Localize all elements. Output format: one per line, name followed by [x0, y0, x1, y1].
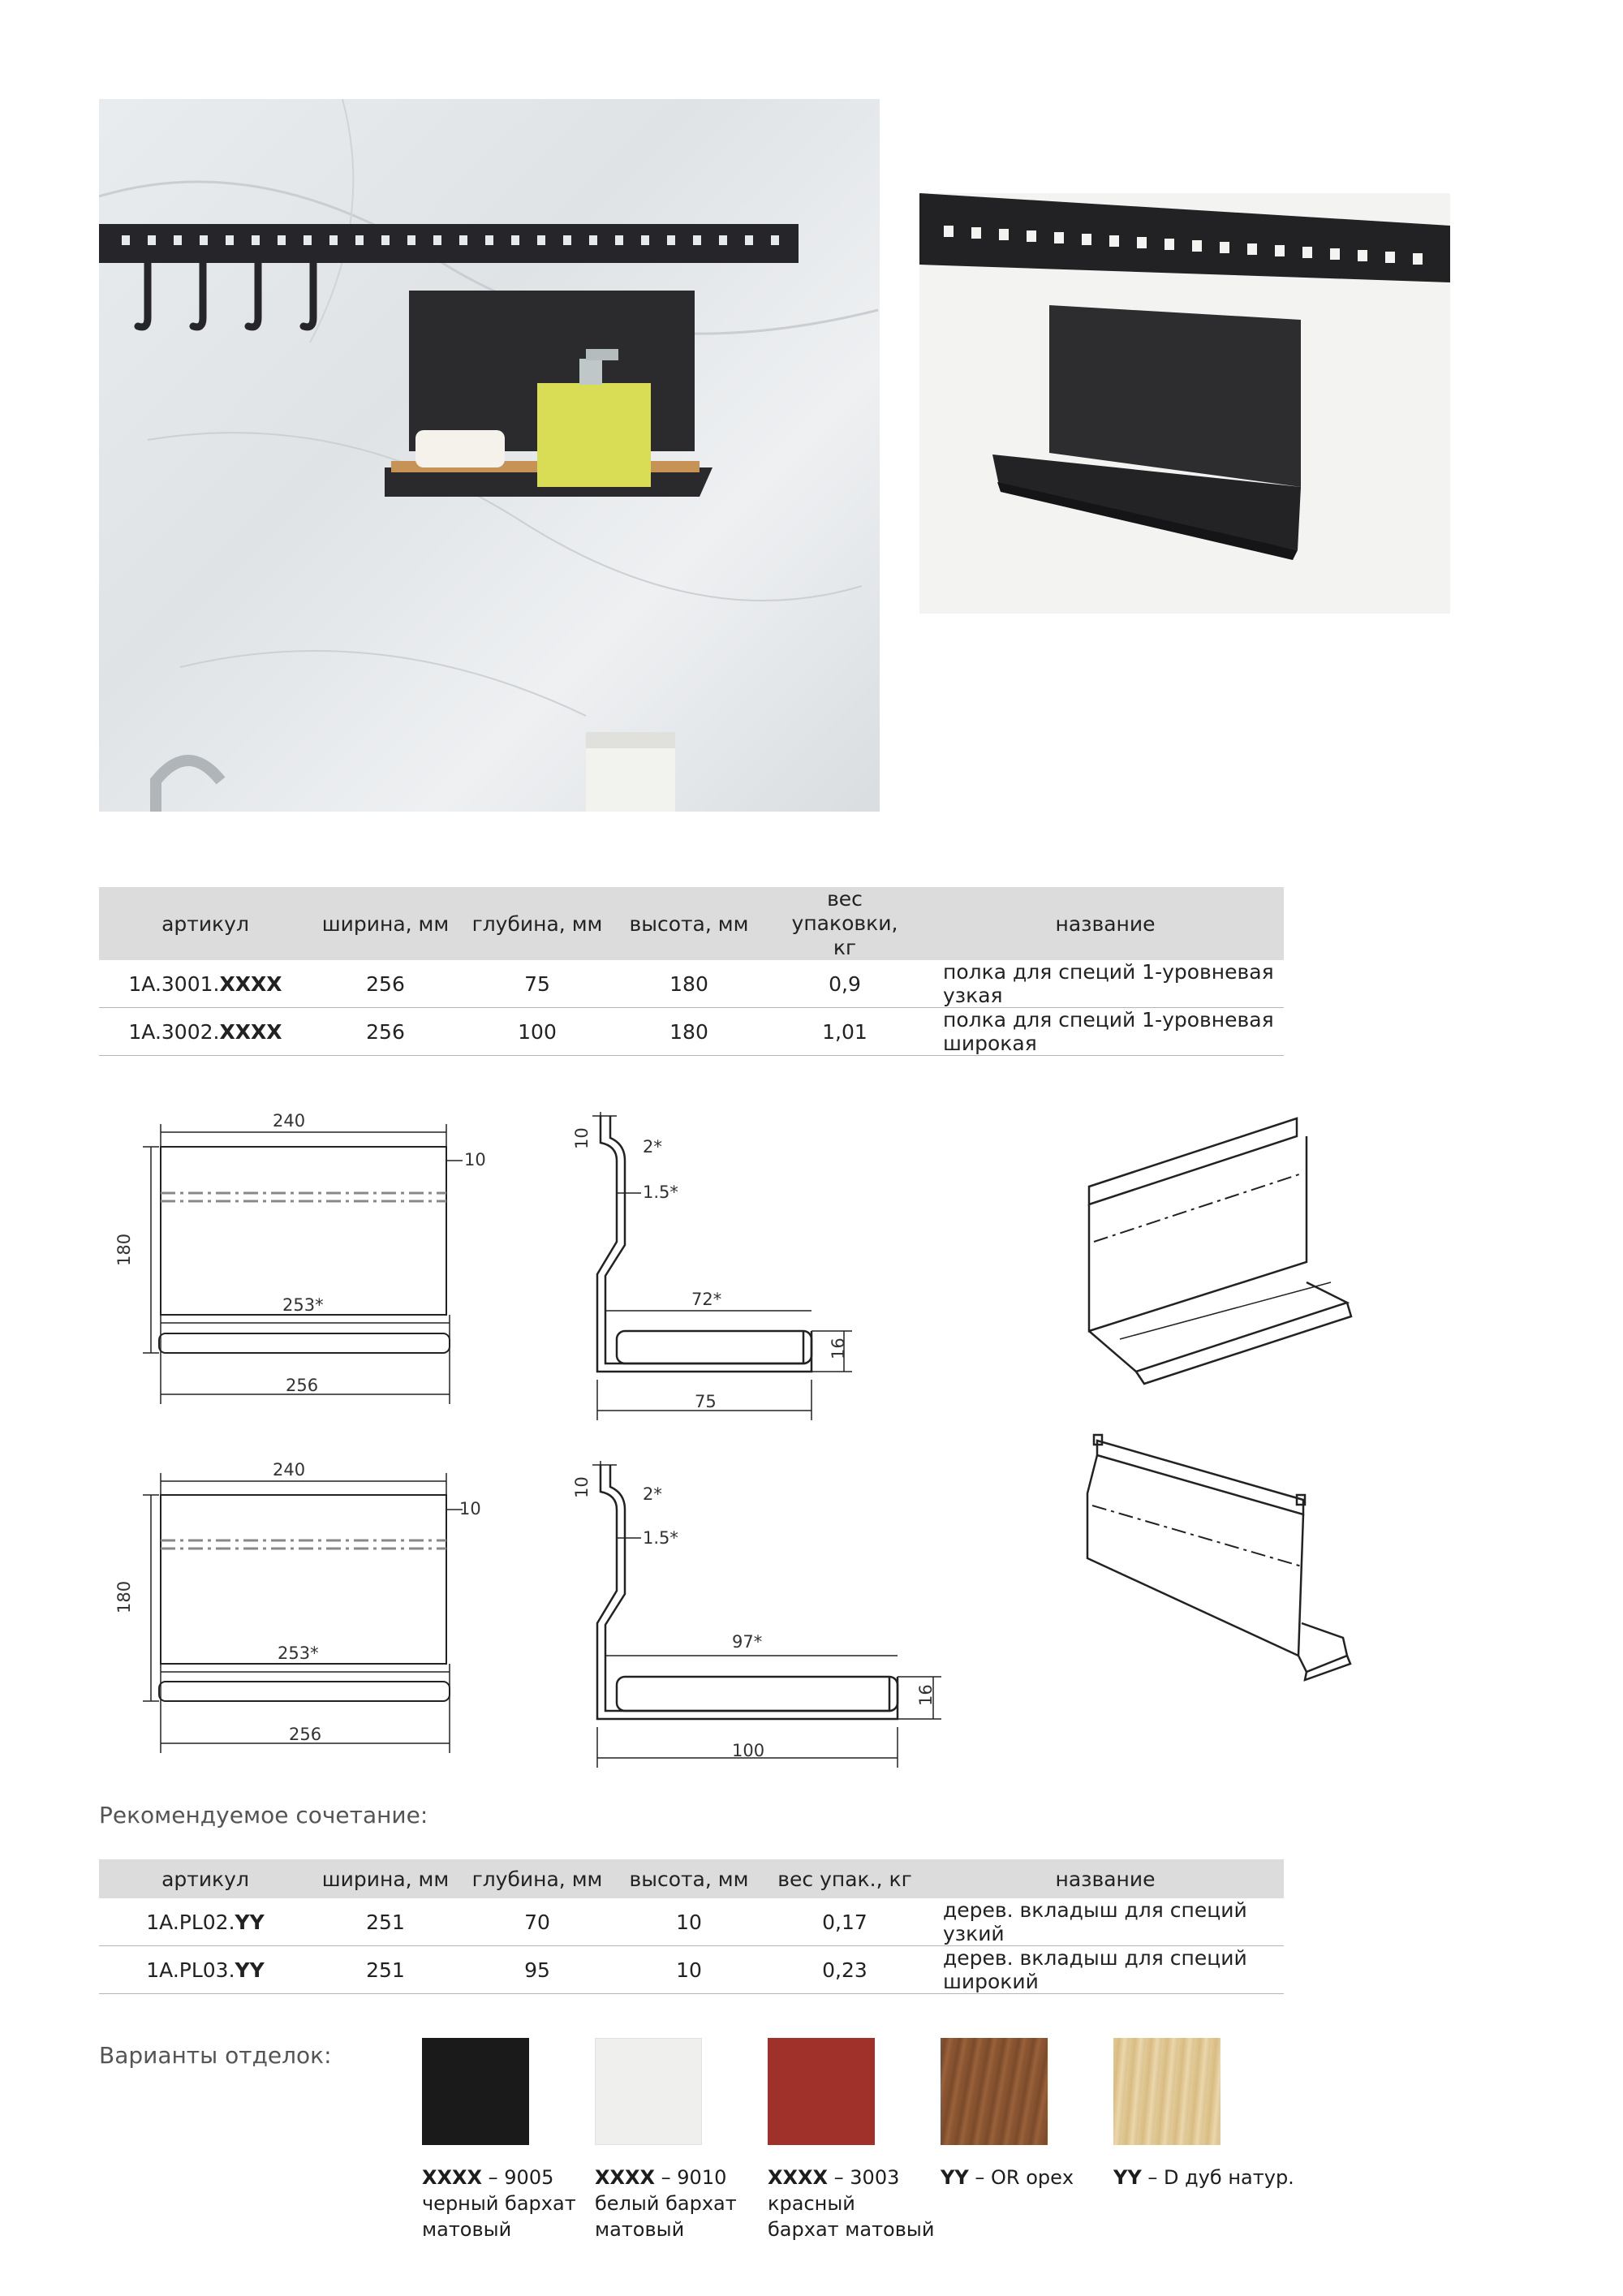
article-suffix: YY — [235, 1910, 265, 1934]
dim-side: 10 — [464, 1150, 486, 1170]
dim-inner: 253* — [278, 1643, 319, 1663]
article-suffix: XXXX — [219, 971, 282, 996]
depth-cell: 95 — [459, 1946, 615, 1994]
article-prefix: 1A.3001. — [128, 971, 220, 996]
col-header-article: артикул — [99, 887, 312, 960]
width-cell: 256 — [312, 1008, 459, 1056]
dim-lip: 16 — [829, 1338, 848, 1359]
finish-swatch-black — [422, 2038, 529, 2145]
article-prefix: 1A.PL02. — [146, 1910, 235, 1934]
dim-width-bottom: 256 — [289, 1725, 322, 1744]
col-header-depth: глубина, мм — [459, 1859, 615, 1898]
height-cell: 10 — [615, 1946, 763, 1994]
recommended-heading: Рекомендуемое сочетание: — [99, 1802, 428, 1829]
width-cell: 256 — [312, 960, 459, 1008]
finish-swatch-white — [595, 2038, 702, 2145]
name-cell: дерев. вкладыш для специй широкий — [927, 1946, 1284, 1994]
finish-label-red — [768, 2165, 934, 2242]
finish-code: XXXX — [422, 2166, 483, 2189]
col-header-name: название — [927, 887, 1284, 960]
dim-side: 10 — [459, 1499, 481, 1518]
finish-desc-line2: черный бархат — [422, 2192, 576, 2215]
dim-thickness-2: 1.5* — [643, 1528, 678, 1548]
col-header-name: название — [927, 1859, 1284, 1898]
finish-code-rest: – 9010 — [655, 2166, 727, 2189]
table-header-row — [99, 887, 1284, 960]
table-row — [99, 1008, 1284, 1056]
col-header-height: высота, мм — [615, 1859, 763, 1898]
table-row — [99, 960, 1284, 1008]
weight-cell: 1,01 — [763, 1008, 927, 1056]
col-header-height: высота, мм — [615, 887, 763, 960]
finish-code: YY — [941, 2166, 969, 2189]
article-cell — [99, 960, 312, 1008]
height-cell: 10 — [615, 1898, 763, 1946]
finish-swatch-oak — [1113, 2038, 1220, 2145]
article-cell — [99, 1946, 312, 1994]
front-view-narrow — [143, 1124, 463, 1404]
front-view-wide — [143, 1473, 463, 1753]
col-header-depth: глубина, мм — [459, 887, 615, 960]
finish-desc-line3: бархат матовый — [768, 2218, 935, 2241]
table-header-row — [99, 1859, 1284, 1898]
article-cell — [99, 1898, 312, 1946]
product-photo — [919, 193, 1450, 614]
dim-thickness-2: 1.5* — [643, 1182, 678, 1202]
height-cell: 180 — [615, 1008, 763, 1056]
technical-drawings — [0, 1079, 1623, 1777]
depth-cell: 75 — [459, 960, 615, 1008]
product-lifestyle-photo — [99, 99, 880, 812]
dim-width-top: 240 — [273, 1460, 306, 1480]
finish-swatch-walnut — [941, 2038, 1048, 2145]
finish-label-oak — [1113, 2165, 1294, 2190]
table-row — [99, 1898, 1284, 1946]
col-header-weight-text: вес упаковки, кг — [791, 887, 898, 959]
article-cell — [99, 1008, 312, 1056]
dim-depth-inner: 97* — [732, 1632, 763, 1652]
weight-cell: 0,9 — [763, 960, 927, 1008]
article-prefix: 1A.3002. — [128, 1019, 220, 1044]
isometric-view-wide — [1087, 1435, 1350, 1680]
finish-label-black — [422, 2165, 576, 2242]
lifestyle-photo-illustration — [99, 99, 880, 812]
finish-code-rest: – OR орех — [968, 2166, 1074, 2189]
dim-lip: 16 — [916, 1684, 936, 1706]
isometric-view-narrow — [1089, 1118, 1351, 1384]
dim-height: 180 — [114, 1580, 134, 1613]
finish-desc-line2: красный — [768, 2192, 855, 2215]
finish-code: YY — [1113, 2166, 1142, 2189]
name-cell: дерев. вкладыш для специй узкий — [927, 1898, 1284, 1946]
col-header-width: ширина, мм — [312, 887, 459, 960]
dim-depth-inner: 72* — [691, 1290, 722, 1309]
dim-thickness-1: 2* — [643, 1484, 662, 1504]
finish-code: XXXX — [768, 2166, 829, 2189]
weight-cell: 0,17 — [763, 1898, 927, 1946]
article-suffix: YY — [235, 1958, 265, 1982]
width-cell: 251 — [312, 1898, 459, 1946]
finish-swatch-red — [768, 2038, 875, 2145]
dim-depth: 75 — [695, 1392, 717, 1411]
height-cell: 180 — [615, 960, 763, 1008]
dim-top: 10 — [572, 1127, 592, 1149]
finish-code-rest: – D дуб натур. — [1141, 2166, 1294, 2189]
width-cell: 251 — [312, 1946, 459, 1994]
dim-width-bottom: 256 — [286, 1376, 319, 1395]
article-suffix: XXXX — [219, 1019, 282, 1044]
dim-top: 10 — [572, 1476, 592, 1498]
finishes-heading: Варианты отделок: — [99, 2042, 332, 2069]
depth-cell: 70 — [459, 1898, 615, 1946]
col-header-weight — [763, 887, 927, 960]
weight-cell: 0,23 — [763, 1946, 927, 1994]
dim-width-top: 240 — [273, 1111, 306, 1131]
finish-code-rest: – 9005 — [482, 2166, 554, 2189]
product-spec-table — [99, 887, 1284, 1056]
finish-label-walnut — [941, 2165, 1074, 2190]
dim-depth: 100 — [732, 1741, 765, 1760]
col-header-width: ширина, мм — [312, 1859, 459, 1898]
dim-inner: 253* — [282, 1295, 324, 1315]
finish-code-rest: – 3003 — [828, 2166, 900, 2189]
finish-code: XXXX — [595, 2166, 656, 2189]
table-row — [99, 1946, 1284, 1994]
depth-cell: 100 — [459, 1008, 615, 1056]
recommended-table — [99, 1859, 1284, 1994]
col-header-weight: вес упак., кг — [763, 1859, 927, 1898]
col-header-article: артикул — [99, 1859, 312, 1898]
side-view-narrow — [592, 1112, 852, 1420]
dim-thickness-1: 2* — [643, 1137, 662, 1157]
name-cell: полка для специй 1-уровневая широкая — [927, 1008, 1284, 1056]
finish-desc-line3: матовый — [595, 2218, 685, 2241]
name-cell: полка для специй 1-уровневая узкая — [927, 960, 1284, 1008]
finish-desc-line3: матовый — [422, 2218, 512, 2241]
finish-desc-line2: белый бархат — [595, 2192, 737, 2215]
dim-height: 180 — [114, 1233, 134, 1266]
finish-label-white — [595, 2165, 737, 2242]
article-prefix: 1A.PL03. — [146, 1958, 235, 1982]
side-view-wide — [592, 1461, 941, 1768]
product-photo-illustration — [919, 193, 1450, 614]
